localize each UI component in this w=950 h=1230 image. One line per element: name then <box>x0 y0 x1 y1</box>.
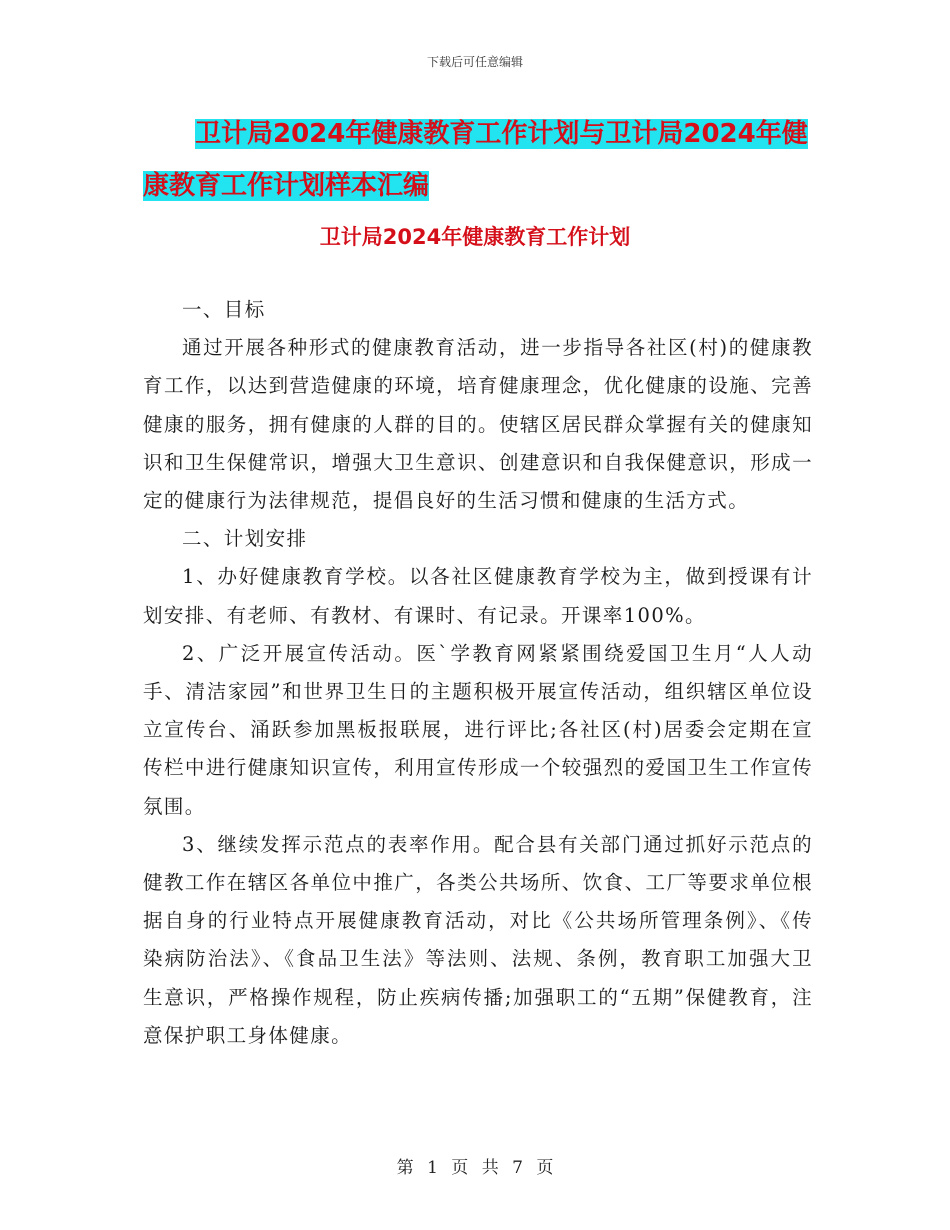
paragraph-goals: 通过开展各种形式的健康教育活动，进一步指导各社区(村)的健康教育工作，以达到营造健康的环境，培育健康理念，优化健康的设施、完善健康的服务，拥有健康的人群的目的。使辖区居民群众掌握有关的健康知识和卫生保健常识，增强大卫生意识、创建意识和自我保健意识，形成一定的健康行为法律规范，提倡良好的生活习惯和健康的生活方式。 <box>143 336 813 513</box>
page-footer <box>0 1153 950 1178</box>
paragraph-plan-2: 2、广泛开展宣传活动。医`学教育网紧紧围绕爱国卫生月“人人动手、清洁家园”和世界卫生日的主题积极开展宣传活动，组织辖区单位设立宣传台、涌跃参加黑板报联展，进行评比;各社区(村)居委会定期在宣传栏中进行健康知识宣传，利用宣传形成一个较强烈的爱国卫生工作宣传氛围。 <box>143 641 813 818</box>
footer-suffix: 页 <box>536 1158 554 1178</box>
paragraph-plan-3: 3、继续发挥示范点的表率作用。配合县有关部门通过抓好示范点的健教工作在辖区各单位中推广，各类公共场所、饮食、工厂等要求单位根据自身的行业特点开展健康教育活动，对比《公共场所管理条例》、《传染病防治法》、《食品卫生法》等法则、法规、条例，教育职工加强大卫生意识，严格操作规程，防止疾病传播;加强职工的“五期”保健教育，注意保护职工身体健康。 <box>143 832 813 1047</box>
section-title: 卫计局2024年健康教育工作计划 <box>319 225 631 249</box>
title-highlight-2: 康教育工作计划样本汇编 <box>143 171 430 201</box>
page-header-note: 下载后可任意编辑 <box>426 55 523 69</box>
heading-plan: 二、计划安排 <box>182 527 308 551</box>
footer-page-word: 页 <box>451 1158 469 1178</box>
document-title <box>143 108 813 212</box>
footer-total-pages: 7 <box>512 1158 523 1178</box>
title-highlight-1: 卫计局2024年健康教育工作计划与卫计局2024年健 <box>195 119 808 149</box>
document-title-line-1 <box>143 108 813 160</box>
footer-prefix: 第 <box>396 1158 414 1178</box>
heading-goals: 一、目标 <box>182 298 266 321</box>
footer-total-word: 共 <box>481 1158 499 1178</box>
document-body <box>143 291 813 1055</box>
paragraph-plan-1: 1、办好健康教育学校。以各社区健康教育学校为主，做到授课有计划安排、有老师、有教材、有课时、有记录。开课率100%。 <box>143 565 813 627</box>
footer-current-page: 1 <box>427 1158 438 1178</box>
document-title-line-2 <box>143 160 813 212</box>
